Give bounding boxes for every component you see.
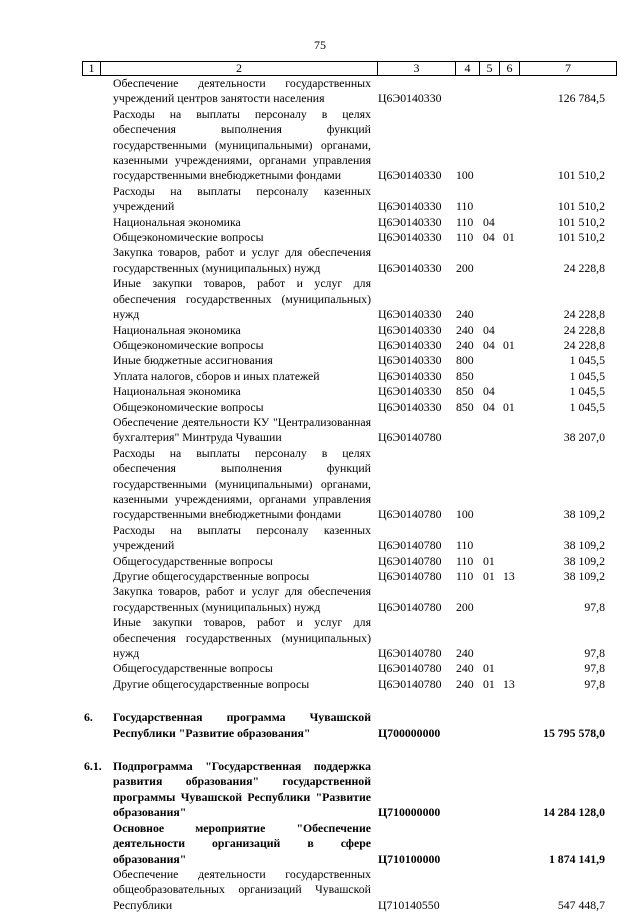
row-col4: 110 — [456, 230, 474, 245]
table-row — [0, 446, 640, 523]
table-row — [0, 369, 640, 384]
row-number: 6.1. — [84, 759, 102, 774]
row-code: Ц6Э0140330 — [378, 168, 442, 183]
row-amount: 38 109,2 — [563, 538, 605, 553]
row-col4: 800 — [456, 353, 474, 368]
row-code: Ц6Э0140780 — [378, 646, 442, 661]
table-row — [0, 554, 640, 569]
row-amount: 24 228,8 — [563, 322, 605, 337]
table-row — [0, 107, 640, 184]
row-col5: 04 — [483, 214, 495, 229]
row-col4: 850 — [456, 368, 474, 383]
row-col6: 13 — [503, 569, 515, 584]
row-amount: 97,8 — [584, 661, 605, 676]
row-col6: 01 — [503, 230, 515, 245]
row-amount: 97,8 — [584, 599, 605, 614]
row-col6: 13 — [503, 676, 515, 691]
row-name: Государственная программа Чувашской Республики "Развитие образования" — [113, 710, 371, 740]
row-name: Другие общегосударственные вопросы — [113, 676, 310, 691]
row-amount: 126 784,5 — [557, 91, 605, 106]
row-amount: 15 795 578,0 — [543, 725, 605, 740]
spacer — [0, 741, 640, 759]
row-amount: 101 510,2 — [557, 230, 605, 245]
table-row — [0, 584, 640, 615]
header-col-1: 1 — [83, 62, 101, 75]
row-code: Ц6Э0140780 — [378, 553, 442, 568]
row-name: Закупка товаров, работ и услуг для обеспечения государственных (муниципальных) нужд — [113, 245, 371, 275]
row-code: Ц6Э0140780 — [378, 569, 442, 584]
row-amount: 24 228,8 — [563, 260, 605, 275]
row-code: Ц6Э0140780 — [378, 507, 442, 522]
table-row-subprogram — [0, 759, 640, 821]
table-row — [0, 400, 640, 415]
row-amount: 1 045,5 — [569, 368, 605, 383]
row-amount: 1 045,5 — [569, 384, 605, 399]
row-code: Ц6Э0140780 — [378, 538, 442, 553]
row-amount: 24 228,8 — [563, 307, 605, 322]
row-name: Другие общегосударственные вопросы — [113, 569, 310, 583]
row-name: Общеэкономические вопросы — [113, 337, 264, 352]
row-col5: 04 — [483, 399, 495, 414]
row-col5: 01 — [483, 661, 495, 676]
header-col-7: 7 — [565, 61, 571, 75]
row-code: Ц6Э0140330 — [378, 91, 442, 106]
row-col4: 200 — [456, 599, 474, 614]
table-row — [0, 569, 640, 584]
row-amount: 38 109,2 — [563, 507, 605, 522]
row-col5: 04 — [483, 337, 495, 352]
row-code: Ц710100000 — [378, 851, 441, 866]
row-code: Ц6Э0140330 — [378, 384, 442, 399]
table-row-measure — [0, 821, 640, 867]
row-name: Расходы на выплаты персоналу в целях обеспечения выполнения функций государственными (муниципальными) органами, казенными учреждениями, органами управления государственными внебюджетными фондами — [113, 106, 371, 183]
row-name: Расходы на выплаты персоналу казенных учреждений — [113, 522, 371, 553]
row-col5: 01 — [483, 676, 495, 691]
header-col-4: 4 — [456, 62, 480, 75]
table-header — [82, 61, 617, 76]
row-col4: 110 — [456, 569, 474, 584]
header-col-2: 2 — [101, 62, 378, 75]
row-name: Иные бюджетные ассигнования — [113, 353, 273, 368]
table-row — [0, 523, 640, 554]
row-col4: 240 — [456, 661, 474, 676]
row-name: Общегосударственные вопросы — [113, 661, 273, 676]
table-row — [0, 184, 640, 215]
row-col4: 240 — [456, 337, 474, 352]
table-row — [0, 661, 640, 676]
row-col4: 240 — [456, 307, 474, 322]
row-amount: 547 448,7 — [557, 897, 605, 912]
row-amount: 1 045,5 — [569, 353, 605, 368]
row-code: Ц6Э0140330 — [378, 368, 442, 383]
row-col4: 240 — [456, 322, 474, 337]
row-code: Ц6Э0140780 — [378, 430, 442, 445]
row-code: Ц6Э0140330 — [378, 322, 442, 337]
row-amount: 14 284 128,0 — [543, 805, 605, 820]
row-col4: 110 — [456, 199, 474, 214]
row-col5: 04 — [483, 322, 495, 337]
header-col-3: 3 — [378, 62, 456, 75]
page-number: 75 — [314, 38, 326, 52]
row-code: Ц6Э0140780 — [378, 599, 442, 614]
row-code: Ц6Э0140330 — [378, 214, 442, 229]
row-amount: 101 510,2 — [557, 168, 605, 183]
table-row — [0, 245, 640, 276]
row-name: Иные закупки товаров, работ и услуг для обеспечения государственных (муниципальных) нужд — [113, 615, 371, 661]
table-row — [0, 76, 640, 107]
row-name: Общеэкономические вопросы — [113, 230, 264, 245]
table-row — [0, 867, 640, 913]
row-code: Ц710000000 — [378, 805, 441, 820]
row-amount: 1 874 141,9 — [548, 851, 605, 866]
row-number: 6. — [84, 710, 93, 725]
row-col4: 240 — [456, 646, 474, 661]
row-code: Ц6Э0140330 — [378, 199, 442, 214]
row-code: Ц6Э0140330 — [378, 353, 442, 368]
table-row — [0, 276, 640, 322]
row-col4: 100 — [456, 168, 474, 183]
row-code: Ц6Э0140330 — [378, 307, 442, 322]
header-col-5: 5 — [480, 62, 500, 75]
row-name: Расходы на выплаты персоналу в целях обеспечения выполнения функций государственными (муниципальными) органами, казенными учреждениями, органами управления государственными внебюджетными фондами — [113, 445, 371, 522]
row-amount: 97,8 — [584, 646, 605, 661]
row-col4: 110 — [456, 214, 474, 229]
row-code: Ц6Э0140780 — [378, 676, 442, 691]
row-code: Ц6Э0140330 — [378, 230, 442, 245]
table-row — [0, 215, 640, 230]
table-row — [0, 338, 640, 353]
row-name: Основное мероприятие "Обеспечение деятельности организаций в сфере образования" — [113, 820, 371, 866]
row-col5: 04 — [483, 230, 495, 245]
row-name: Обеспечение деятельности государственных учреждений центров занятости населения — [113, 76, 371, 106]
table-row — [0, 677, 640, 692]
row-amount: 38 109,2 — [563, 553, 605, 568]
row-col5: 01 — [483, 553, 495, 568]
row-name: Общегосударственные вопросы — [113, 553, 273, 568]
row-col4: 200 — [456, 260, 474, 275]
table-row — [0, 323, 640, 338]
table-row — [0, 384, 640, 399]
row-amount: 38 207,0 — [563, 430, 605, 445]
row-col5: 01 — [483, 569, 495, 584]
row-code: Ц710140550 — [378, 897, 440, 912]
header-col-6: 6 — [500, 62, 520, 75]
row-name: Национальная экономика — [113, 322, 241, 337]
row-code: Ц700000000 — [378, 725, 441, 740]
row-col5: 04 — [483, 384, 495, 399]
row-name: Уплата налогов, сборов и иных платежей — [113, 368, 320, 383]
row-name: Обеспечение деятельности государственных общеобразовательных организаций Чувашской Республики — [113, 866, 371, 912]
row-amount: 97,8 — [584, 676, 605, 691]
table-row — [0, 353, 640, 368]
table-row — [0, 230, 640, 245]
row-amount: 101 510,2 — [557, 199, 605, 214]
row-col4: 110 — [456, 538, 474, 553]
table-row-program — [0, 710, 640, 741]
row-amount: 1 045,5 — [569, 399, 605, 414]
table-row — [0, 615, 640, 661]
row-amount: 24 228,8 — [563, 337, 605, 352]
spacer — [0, 692, 640, 710]
row-col4: 240 — [456, 676, 474, 691]
row-col4: 110 — [456, 553, 474, 568]
row-col4: 850 — [456, 399, 474, 414]
row-name: Национальная экономика — [113, 384, 241, 399]
row-col4: 100 — [456, 507, 474, 522]
table-row — [0, 415, 640, 446]
row-code: Ц6Э0140330 — [378, 399, 442, 414]
row-name: Расходы на выплаты персоналу казенных учреждений — [113, 183, 371, 214]
row-name: Иные закупки товаров, работ и услуг для обеспечения государственных (муниципальных) нужд — [113, 276, 371, 322]
row-name: Общеэкономические вопросы — [113, 399, 264, 414]
table-body — [0, 76, 640, 913]
row-amount: 38 109,2 — [563, 569, 605, 584]
row-col4: 850 — [456, 384, 474, 399]
row-col6: 01 — [503, 399, 515, 414]
row-amount: 101 510,2 — [557, 214, 605, 229]
row-col6: 01 — [503, 337, 515, 352]
row-code: Ц6Э0140330 — [378, 337, 442, 352]
row-name: Обеспечение деятельности КУ "Централизованная бухгалтерия" Минтруда Чувашии — [113, 414, 371, 445]
row-code: Ц6Э0140330 — [378, 260, 442, 275]
row-name: Закупка товаров, работ и услуг для обеспечения государственных (муниципальных) нужд — [113, 584, 371, 614]
row-name: Национальная экономика — [113, 214, 241, 229]
row-code: Ц6Э0140780 — [378, 661, 442, 676]
row-name: Подпрограмма "Государственная поддержка развития образования" государственной программы Чувашской Республики "Развитие образования" — [113, 759, 371, 820]
